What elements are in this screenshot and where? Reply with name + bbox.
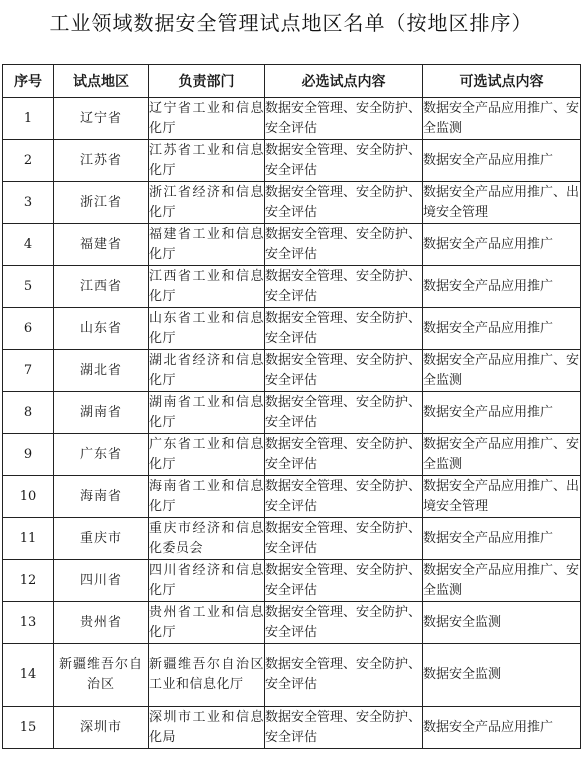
cell-optional: 数据安全产品应用推广、安全监测	[423, 98, 581, 140]
cell-no: 1	[3, 98, 54, 140]
cell-dept: 重庆市经济和信息化委员会	[149, 518, 265, 560]
table-row	[3, 602, 581, 644]
cell-dept: 海南省工业和信息化厅	[149, 476, 265, 518]
table-row	[3, 434, 581, 476]
cell-dept: 广东省工业和信息化厅	[149, 434, 265, 476]
table-row	[3, 476, 581, 518]
header-optional: 可选试点内容	[423, 65, 581, 98]
cell-required: 数据安全管理、安全防护、安全评估	[265, 707, 423, 749]
cell-required: 数据安全管理、安全防护、安全评估	[265, 434, 423, 476]
header-required: 必选试点内容	[265, 65, 423, 98]
table-row	[3, 98, 581, 140]
cell-dept: 湖南省工业和信息化厅	[149, 392, 265, 434]
cell-region: 福建省	[54, 224, 149, 266]
cell-optional: 数据安全产品应用推广	[423, 224, 581, 266]
table-row	[3, 518, 581, 560]
cell-region: 湖南省	[54, 392, 149, 434]
cell-required: 数据安全管理、安全防护、安全评估	[265, 308, 423, 350]
cell-required: 数据安全管理、安全防护、安全评估	[265, 560, 423, 602]
header-no: 序号	[3, 65, 54, 98]
cell-region: 重庆市	[54, 518, 149, 560]
cell-region: 山东省	[54, 308, 149, 350]
table-header-row	[3, 65, 581, 98]
cell-region: 海南省	[54, 476, 149, 518]
cell-optional: 数据安全监测	[423, 644, 581, 707]
table-row	[3, 392, 581, 434]
cell-optional: 数据安全产品应用推广	[423, 140, 581, 182]
cell-dept: 福建省工业和信息化厅	[149, 224, 265, 266]
cell-dept: 深圳市工业和信息化局	[149, 707, 265, 749]
cell-no: 14	[3, 644, 54, 707]
cell-no: 8	[3, 392, 54, 434]
cell-optional: 数据安全产品应用推广	[423, 518, 581, 560]
cell-required: 数据安全管理、安全防护、安全评估	[265, 266, 423, 308]
cell-required: 数据安全管理、安全防护、安全评估	[265, 224, 423, 266]
cell-dept: 四川省经济和信息化厅	[149, 560, 265, 602]
cell-optional: 数据安全产品应用推广、出境安全管理	[423, 182, 581, 224]
cell-region: 广东省	[54, 434, 149, 476]
document-title: 工业领域数据安全管理试点地区名单（按地区排序）	[49, 11, 533, 35]
cell-region: 新疆维吾尔自治区	[54, 644, 149, 707]
cell-optional: 数据安全监测	[423, 602, 581, 644]
cell-optional: 数据安全产品应用推广、安全监测	[423, 350, 581, 392]
table-row	[3, 266, 581, 308]
cell-required: 数据安全管理、安全防护、安全评估	[265, 476, 423, 518]
cell-dept: 江苏省工业和信息化厅	[149, 140, 265, 182]
cell-dept: 辽宁省工业和信息化厅	[149, 98, 265, 140]
table-row	[3, 308, 581, 350]
cell-required: 数据安全管理、安全防护、安全评估	[265, 140, 423, 182]
cell-no: 9	[3, 434, 54, 476]
table-row	[3, 182, 581, 224]
cell-no: 5	[3, 266, 54, 308]
cell-region: 江苏省	[54, 140, 149, 182]
cell-required: 数据安全管理、安全防护、安全评估	[265, 518, 423, 560]
table-body	[3, 98, 581, 749]
cell-required: 数据安全管理、安全防护、安全评估	[265, 644, 423, 707]
cell-dept: 浙江省经济和信息化厅	[149, 182, 265, 224]
cell-region: 湖北省	[54, 350, 149, 392]
cell-optional: 数据安全产品应用推广	[423, 308, 581, 350]
cell-optional: 数据安全产品应用推广、安全监测	[423, 560, 581, 602]
cell-no: 4	[3, 224, 54, 266]
header-region: 试点地区	[54, 65, 149, 98]
cell-region: 辽宁省	[54, 98, 149, 140]
cell-region: 深圳市	[54, 707, 149, 749]
cell-no: 15	[3, 707, 54, 749]
cell-region: 四川省	[54, 560, 149, 602]
cell-no: 3	[3, 182, 54, 224]
table-row	[3, 224, 581, 266]
cell-region: 江西省	[54, 266, 149, 308]
table-row	[3, 707, 581, 749]
cell-required: 数据安全管理、安全防护、安全评估	[265, 350, 423, 392]
cell-required: 数据安全管理、安全防护、安全评估	[265, 602, 423, 644]
cell-optional: 数据安全产品应用推广	[423, 707, 581, 749]
cell-region: 贵州省	[54, 602, 149, 644]
cell-region: 浙江省	[54, 182, 149, 224]
cell-no: 13	[3, 602, 54, 644]
cell-optional: 数据安全产品应用推广	[423, 266, 581, 308]
table-row	[3, 350, 581, 392]
cell-no: 2	[3, 140, 54, 182]
table-row	[3, 644, 581, 707]
header-dept: 负责部门	[149, 65, 265, 98]
cell-dept: 江西省工业和信息化厅	[149, 266, 265, 308]
cell-required: 数据安全管理、安全防护、安全评估	[265, 182, 423, 224]
cell-dept: 新疆维吾尔自治区工业和信息化厅	[149, 644, 265, 707]
cell-dept: 湖北省经济和信息化厅	[149, 350, 265, 392]
cell-no: 6	[3, 308, 54, 350]
table-row	[3, 140, 581, 182]
cell-optional: 数据安全产品应用推广	[423, 392, 581, 434]
cell-no: 11	[3, 518, 54, 560]
cell-no: 10	[3, 476, 54, 518]
cell-dept: 贵州省工业和信息化厅	[149, 602, 265, 644]
pilot-region-table	[2, 64, 581, 749]
cell-required: 数据安全管理、安全防护、安全评估	[265, 98, 423, 140]
cell-no: 7	[3, 350, 54, 392]
table-row	[3, 560, 581, 602]
cell-no: 12	[3, 560, 54, 602]
cell-optional: 数据安全产品应用推广、安全监测	[423, 434, 581, 476]
cell-optional: 数据安全产品应用推广、出境安全管理	[423, 476, 581, 518]
cell-required: 数据安全管理、安全防护、安全评估	[265, 392, 423, 434]
cell-dept: 山东省工业和信息化厅	[149, 308, 265, 350]
